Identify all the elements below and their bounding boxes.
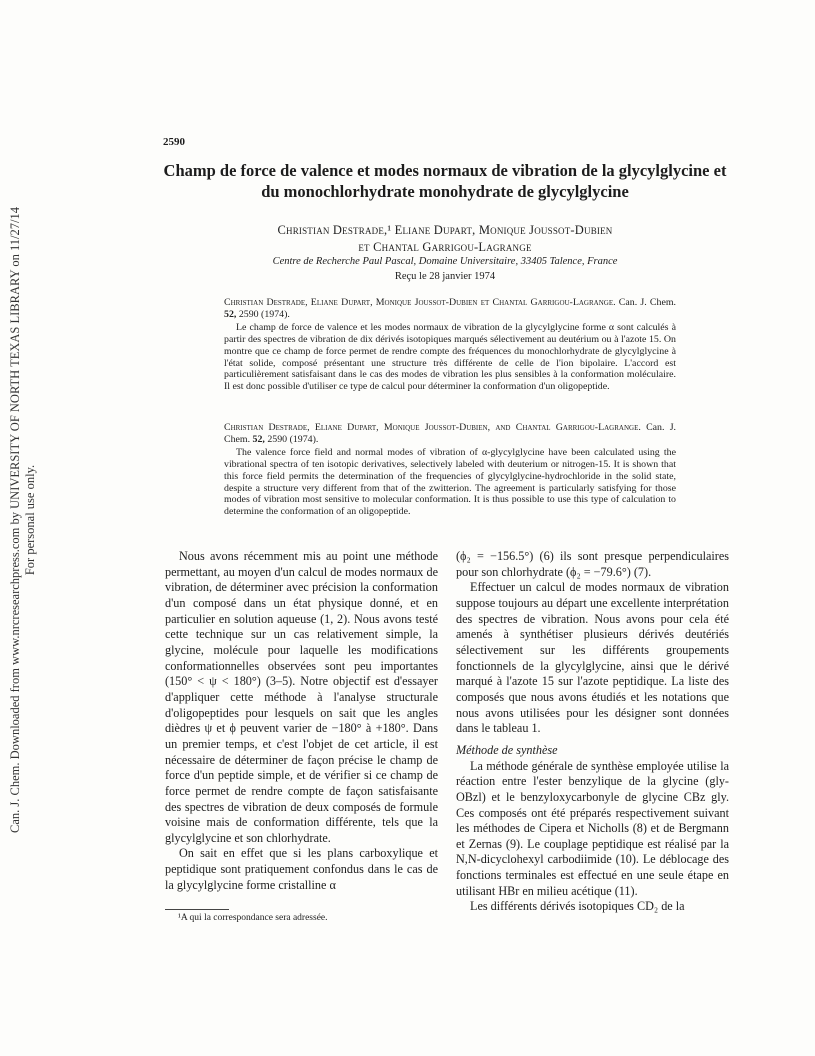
received-date: Reçu le 28 janvier 1974 [394, 271, 496, 282]
body-right-column [456, 549, 729, 915]
abstract-french [224, 297, 676, 393]
page-number: 2590 [163, 136, 185, 148]
download-watermark-line2: For personal use only. [23, 464, 37, 576]
citation-authors: Christian Destrade, Eliane Dupart, Monique Joussot-Dubien, and Chantal Garrigou-Lagrange. [224, 422, 641, 433]
citation-authors: Christian Destrade, Eliane Dupart, Monique Joussot-Dubien et Chantal Garrigou-Lagrange. [224, 297, 616, 308]
abstract-english-citation [224, 422, 676, 445]
body-paragraph: (ϕ₂ = −156.5°) (6) ils sont presque perpendiculaires pour son chlorhydrate (ϕ₂ = −79.6°) (7). [456, 549, 729, 579]
body-paragraph: Effectuer un calcul de modes normaux de vibration suppose toujours au départ une excellente interprétation des spectres de vibration. Nous avons pour cela été amenés à synthétiser plusieurs dérivés deutériés sélectivement sur les différents groupements fonctionnels de la glycylglycine, ainsi que le dérivé marqué à l'azote 15 sur l'azote peptidique. La liste des composés que nous avons étudiés et les notations que nous avons utilisées pour les désigner sont données dans le tableau 1. [456, 580, 729, 736]
abstract-english-text: The valence force field and normal modes of vibration of α-glycylglycine have been calculated using the vibrational spectra of ten isotopic derivatives, selectively labeled with deuterium or nitrogen-15. It is shown that this force field permits the determination of the frequencies of glycylglycine-hydrochloride in the solid state, despite a structure very different from that of the zwitterion. The agreement is particularly satisfying for those modes of vibration most sensitive to molecular conformation. It is thus possible to use this type of calculation to determine the conformation of an oligopeptide. [224, 447, 676, 517]
affiliation: Centre de Recherche Paul Pascal, Domaine Universitaire, 33405 Talence, France [272, 256, 618, 267]
body-paragraph: Nous avons récemment mis au point une méthode permettant, au moyen d'un calcul de modes normaux de vibration, de déterminer avec précision la conformation d'un composé dans un état physique donné, et en particulier en solution aqueuse (1, 2). Nous avons testé cette technique sur un cas relativement simple, la glycine, molécule pour laquelle les modifications conformationnelles observées sont peu importantes (150° < ψ < 180°) (3–5). Notre objectif est d'essayer d'appliquer cette méthode à l'analyse structurale d'oligopeptides pour lesquels on sait que les angles dièdres ψ et ϕ peuvent varier de −180° à +180°. Dans un premier temps, et c'est l'objet de cet article, il est nécessaire de déterminer de façon précise le champ de force d'un peptide simple, et de vérifier si ce champ de force permet de rendre compte de façon satisfaisante des spectres de vibration de deux composés de formule voisine mais de conformation différente, tels que la glycylglycine et son chlorhydrate. [165, 549, 438, 845]
body-paragraph: Les différents dérivés isotopiques CD₂ de la [470, 899, 685, 914]
citation-volume: 52, [224, 308, 237, 320]
citation-pages: 2590 (1974). [264, 433, 319, 445]
download-watermark [8, 180, 38, 860]
author-line-2: et Chantal Garrigou-Lagrange [358, 240, 532, 254]
abstract-french-citation [224, 297, 676, 320]
body-paragraph: La méthode générale de synthèse employée utilise la réaction entre l'ester benzylique de la glycine (gly-OBzl) et le benzyloxycarbonyle de glycine CBz gly. Ces composés ont été préparés respectivement suivant les méthodes de Cipera et Nicholls (8) et de Bergmann et Zernas (9). Le couplage peptidique est réalisé par la N,N-dicyclohexyl carbodiimide (10). Le déblocage des fonctions terminales est effectué en une seule étape en utilisant HBr en milieu acétique (11). [456, 758, 729, 898]
body-paragraph: On sait en effet que si les plans carboxylique et peptidique sont pratiquement confondus dans le cas de la glycylglycine forme cristalline α [165, 846, 438, 892]
citation-pages: 2590 (1974). [236, 308, 290, 320]
abstract-english [224, 422, 676, 518]
footnote-rule [165, 909, 229, 910]
section-heading: Méthode de synthèse [456, 742, 558, 757]
citation-volume: 52, [252, 433, 265, 445]
citation-journal: Can. J. Chem. [224, 422, 676, 445]
download-watermark-line1: Can. J. Chem. Downloaded from www.nrcresearchpress.com by UNIVERSITY OF NORTH TEXAS LIBRARY on 11/27/14 [8, 207, 22, 833]
citation-journal: Can. J. Chem. [615, 297, 676, 308]
footnote: ¹A qui la correspondance sera adressée. [178, 913, 328, 923]
body-left-column [165, 549, 438, 893]
author-line-1: Christian Destrade,¹ Eliane Dupart, Monique Joussot-Dubien [277, 223, 613, 237]
abstract-french-text: Le champ de force de valence et les modes normaux de vibration de la glycylglycine forme α sont calculés à partir des spectres de vibration de dix dérivés isotopiques marqués sélectivement au deutérium ou à l'azote 15. On montre que ce champ de force permet de rendre compte des fréquences du monochlorhydrate de glycylglycine à l'état solide, composé présentant une structure très différente de celle de l'ion bipolaire. L'accord est particulièrement satisfaisant dans le cas des modes de vibration les plus sensibles à la conformation moléculaire. Il est donc possible d'utiliser ce type de calcul pour déterminer la conformation d'un oligopeptide. [224, 322, 676, 392]
article-title: Champ de force de valence et modes normaux de vibration de la glycylglycine et du monochlorhydrate monohydrate de glycylglycine [163, 161, 727, 201]
author-list [160, 222, 730, 256]
